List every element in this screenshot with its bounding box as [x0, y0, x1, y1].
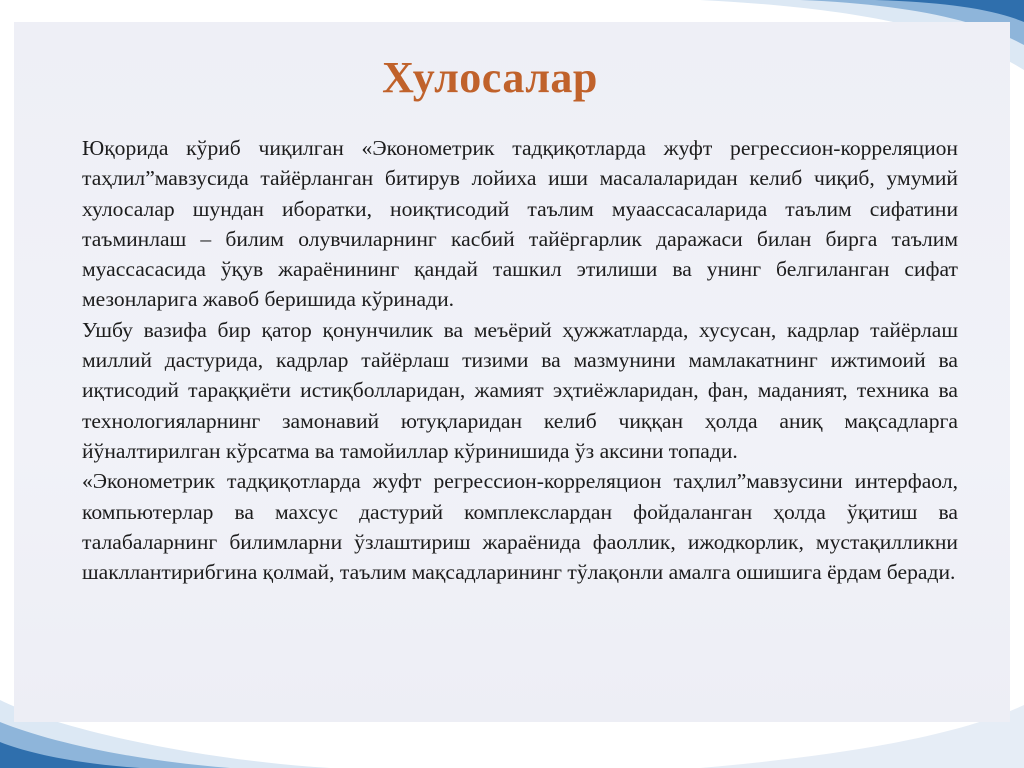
- paragraph-2: Ушбу вазифа бир қатор қонунчилик ва меъёрий ҳужжатларда, хусусан, кадрлар тайёрлаш миллий дастурида, кадрлар тайёрлаш тизими ва мазмунини мамлакатнинг ижтимоий ва иқтисодий тараққиёти истиқболларидан, жамият эҳтиёжларидан, фан, маданият, техника ва технологияларнинг замонавий ютуқларидан келиб чиққан ҳолда аниқ мақсадларга йўналтирилган кўрсатма ва тамойиллар кўринишида ўз аксини топади.: [82, 317, 958, 463]
- paragraph-3: «Эконометрик тадқиқотларда жуфт регрессион-корреляцион таҳлил”мавзусини интерфаол, компьютерлар ва махсус дастурий комплекслардан фойдаланган ҳолда ўқитиш ва талабаларнинг билимларни ўзлаштириш жараёнида фаоллик, ижодкорлик, мустақилликни шакллантирибгина қолмай, таълим мақсадларининг тўлақонли амалга ошишига ёрдам беради.: [82, 469, 958, 585]
- paragraph-1: Юқорида кўриб чиқилган «Эконометрик тадқиқотларда жуфт регрессион-корреляцион таҳлил”мавзусида тайёрланган битирув лойиха иши масалаларидан келиб чиқиб, умумий хулосалар шундан иборатки, ноиқтисодий таълим муаассасаларида таълим сифатини таъминлаш – билим олувчиларнинг касбий тайёргарлик даражаси билан бирга таълим муассасасида ўқув жараёнининг қандай ташкил этилиши ва унинг белгиланган сифат мезонларига жавоб беришида кўринади.: [82, 136, 958, 312]
- slide-body: [82, 133, 958, 587]
- slide-title: Хулосалар: [382, 53, 598, 102]
